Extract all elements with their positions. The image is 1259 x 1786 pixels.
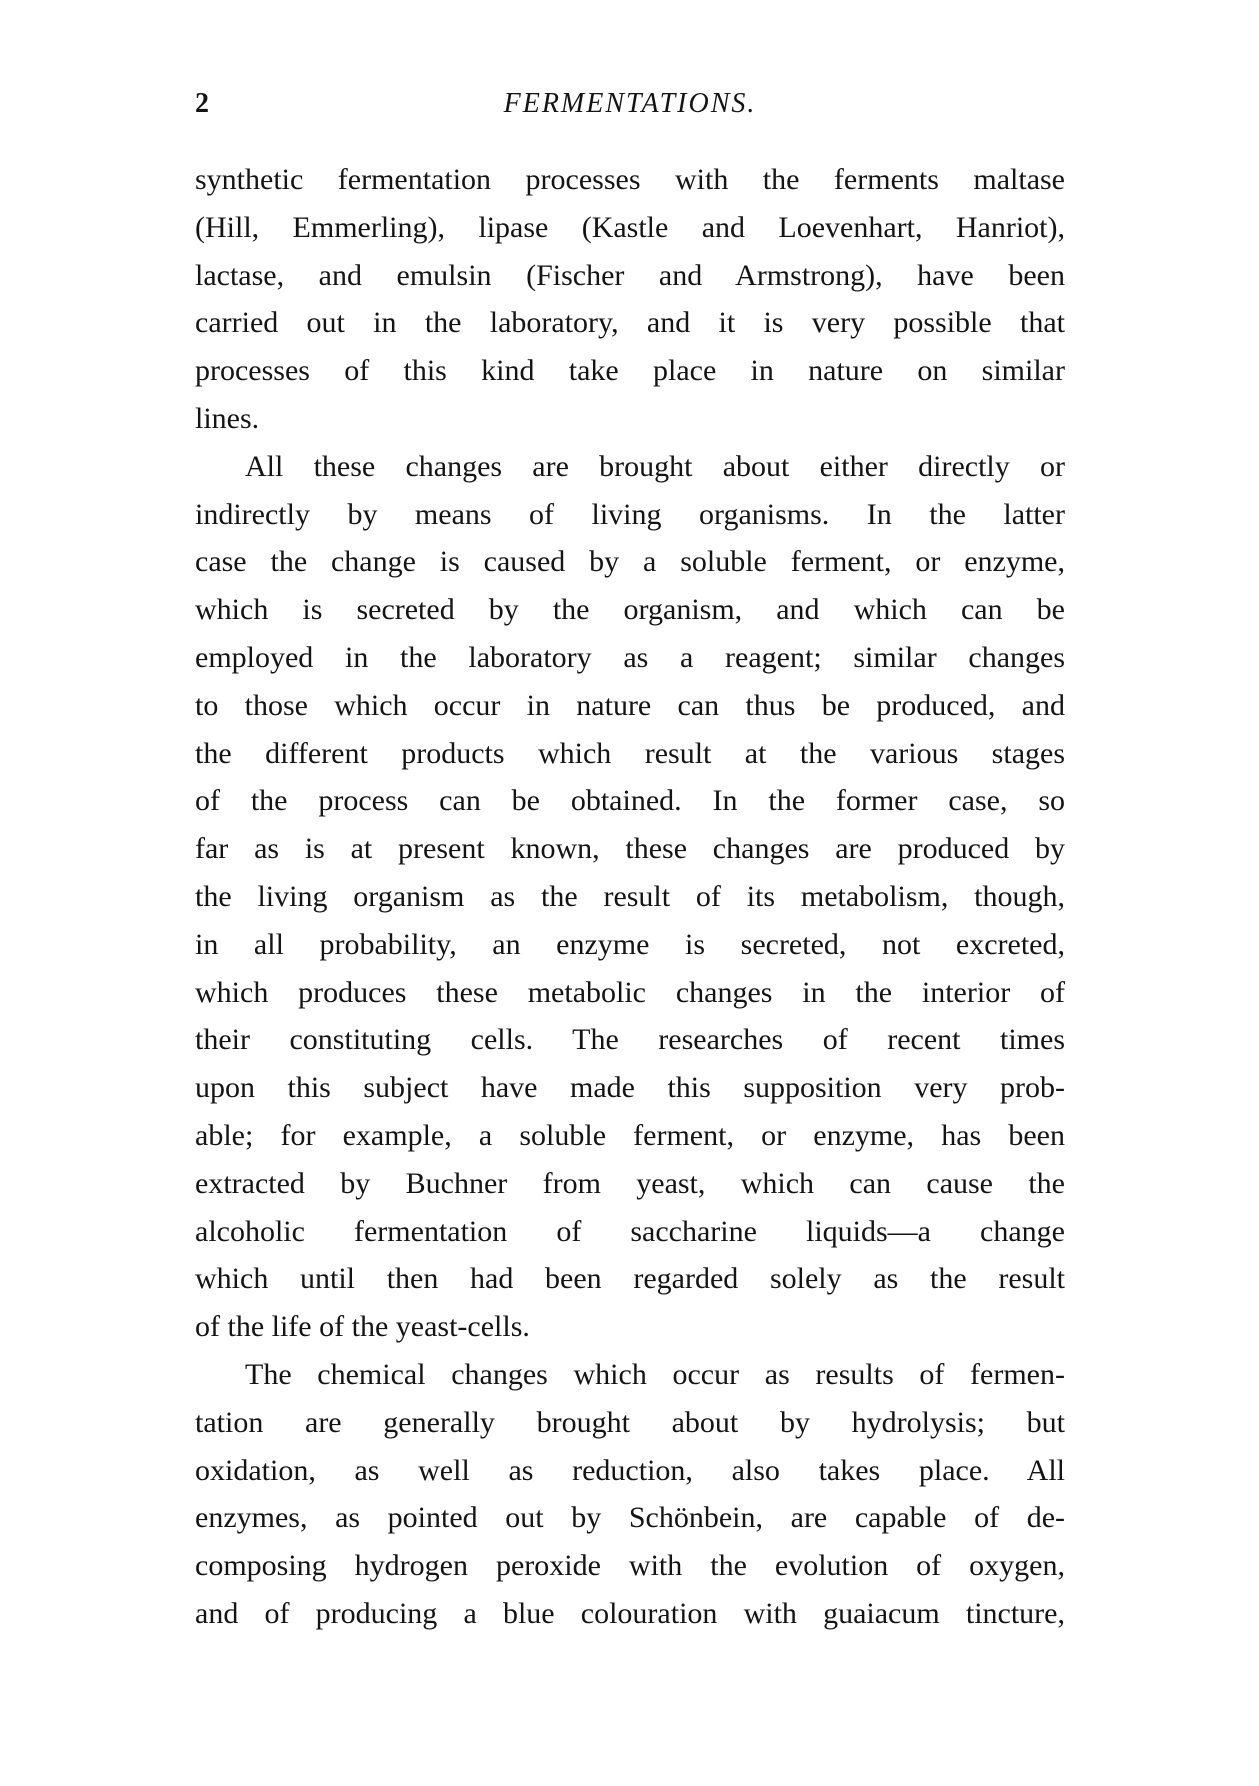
text-line: case the change is caused by a soluble ferment, or enzyme, (195, 545, 1065, 579)
text-line: the different products which result at the various stages (195, 736, 1065, 770)
text-line: processes of this kind take place in nature on similar (195, 354, 1065, 388)
text-line: alcoholic fermentation of saccharine liquids—a change (195, 1214, 1065, 1248)
text-line: All these changes are brought about either directly or (245, 449, 1065, 483)
text-line: lines. (195, 401, 260, 435)
text-line: tation are generally brought about by hydrolysis; but (195, 1405, 1065, 1439)
text-line: upon this subject have made this supposition very prob- (195, 1071, 1065, 1105)
paragraph-3 (195, 1351, 1065, 1638)
text-line: synthetic fermentation processes with the ferments maltase (195, 163, 1065, 196)
text-line: which is secreted by the organism, and which can be (195, 593, 1065, 627)
text-line: in all probability, an enzyme is secreted, not excreted, (195, 927, 1065, 961)
text-line: composing hydrogen peroxide with the evolution of oxygen, (195, 1549, 1065, 1583)
paragraph-2 (195, 443, 1065, 1351)
text-line: of the life of the yeast-cells. (195, 1310, 530, 1344)
paragraph-1 (195, 156, 1065, 443)
text-line: employed in the laboratory as a reagent; similar changes (195, 640, 1065, 674)
text-line: indirectly by means of living organisms. In the latter (195, 497, 1065, 531)
text-line: extracted by Buchner from yeast, which can cause the (195, 1166, 1065, 1200)
text-line: The chemical changes which occur as results of fermen- (245, 1357, 1065, 1391)
page-number: 2 (195, 88, 209, 119)
text-line: far as is at present known, these changes are produced by (195, 832, 1065, 866)
text-line: which until then had been regarded solely as the result (195, 1262, 1065, 1296)
text-line: carried out in the laboratory, and it is very possible that (195, 306, 1065, 340)
text-line: lactase, and emulsin (Fischer and Armstrong), have been (195, 258, 1065, 292)
body-text (195, 156, 1065, 1638)
text-line: which produces these metabolic changes in the interior of (195, 975, 1065, 1009)
running-title: FERMENTATIONS. (503, 88, 757, 119)
text-line: able; for example, a soluble ferment, or enzyme, has been (195, 1118, 1065, 1152)
text-line: enzymes, as pointed out by Schönbein, are capable of de- (195, 1501, 1065, 1535)
text-line: to those which occur in nature can thus be produced, and (195, 688, 1065, 722)
text-line: the living organism as the result of its metabolism, though, (195, 879, 1065, 913)
text-line: (Hill, Emmerling), lipase (Kastle and Loevenhart, Hanriot), (195, 210, 1065, 244)
text-line: and of producing a blue colouration with guaiacum tincture, (195, 1596, 1065, 1630)
text-line: of the process can be obtained. In the former case, so (195, 784, 1065, 818)
text-line: their constituting cells. The researches of recent times (195, 1023, 1065, 1057)
text-line: oxidation, as well as reduction, also takes place. All (195, 1453, 1065, 1487)
running-head (195, 88, 1065, 128)
